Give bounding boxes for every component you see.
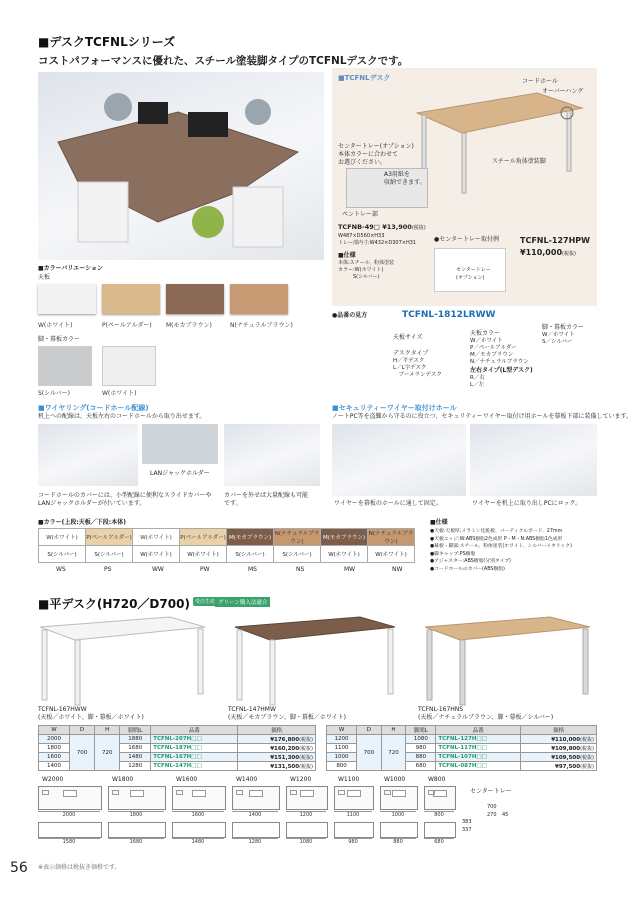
wiring-desc: 机上への配線は、天板左右のコードホールから取り出せます。 <box>38 413 206 420</box>
color-cell-bottom: W(ホワイト) <box>368 546 415 563</box>
plan-front-box <box>334 822 374 838</box>
price-leg: 1080 <box>406 735 436 744</box>
price-code: TCFNL-207H□□ <box>151 735 238 744</box>
leg-swatch-label: W(ホワイト) <box>102 390 137 397</box>
spec-line: ●幕板・脚部:スチール、粉体塗装(ホワイト、シルバーメタリック) <box>430 544 572 549</box>
plan-tray <box>63 790 77 797</box>
security-photo-2 <box>470 424 597 496</box>
plan-bottom-dim: 1480 <box>172 838 224 845</box>
plan-hole <box>42 790 49 795</box>
price-w: 1600 <box>39 753 70 762</box>
plan-top-dim: 1200 <box>286 811 326 818</box>
price-amount: ¥110,000 <box>551 736 581 743</box>
price-amount: ¥176,800 <box>270 736 300 743</box>
color-code: PS <box>104 566 112 573</box>
price-d: 700 <box>357 735 382 771</box>
color-code: NS <box>296 566 305 573</box>
desk2-desc: (天板／モカブラウン、脚・幕板／ホワイト) <box>228 714 347 721</box>
plan-bottom-dim: 1580 <box>38 838 100 845</box>
plan-bottom-dim: 1080 <box>286 838 326 845</box>
with-tray-label: ●センタートレー取付例 <box>434 236 499 243</box>
page-number: 56 <box>10 860 28 876</box>
plan-tray <box>433 790 447 797</box>
tray-label: センタートレー (オプション) <box>456 267 491 281</box>
color-code: MW <box>344 566 356 573</box>
plan-center-tray: センタートレー <box>470 788 512 795</box>
price-table-left-wrap <box>38 725 316 771</box>
option-code: TCFNB-49 <box>338 223 374 231</box>
price-amount: ¥97,500 <box>555 763 581 770</box>
wiring-photo-1 <box>38 424 138 486</box>
a3-label: A3用紙を 収納できます。 <box>384 171 426 186</box>
price-value <box>521 744 597 753</box>
plan-front-box <box>424 822 456 838</box>
price-header: D <box>357 726 382 735</box>
code-guide-desktype-vals: H／平デスク L／L字デスク ブーメランデスク <box>393 358 442 378</box>
desk3-desc: (天板／ナチュラルブラウン、脚・幕板／シルバー) <box>418 714 554 721</box>
spec-title: ■仕様 <box>430 519 448 526</box>
color-cell-top: W(ホワイト) <box>133 529 180 546</box>
price-tax: (税抜) <box>580 754 594 761</box>
price-leg: 680 <box>406 762 436 771</box>
flat-desk-title: ■平デスク(H720／D700) <box>38 597 190 611</box>
cord-hole-label: コードホール <box>522 78 558 85</box>
leg-swatch-label: S(シルバー) <box>38 390 70 397</box>
price-header: H <box>95 726 120 735</box>
price-header: H <box>381 726 406 735</box>
plan-front-box <box>380 822 418 838</box>
price-amount: ¥109,500 <box>551 754 581 761</box>
spec-line: ●アジャスター:ABS樹脂(分別タイプ) <box>430 559 511 564</box>
price-row <box>39 735 316 744</box>
desk-illustration <box>407 83 587 203</box>
plan-label: W1100 <box>338 776 360 783</box>
tcfnl-box-title: ■TCFNLデスク <box>338 74 391 82</box>
price-w: 1400 <box>39 762 70 771</box>
pen-tray-label: ペントレー部 <box>342 211 379 218</box>
plan-front-box <box>38 822 102 838</box>
desk1-code: TCFNL-167HWW <box>38 706 87 713</box>
price-leg: 980 <box>406 744 436 753</box>
plan-tray <box>192 790 206 797</box>
price-leg: 1880 <box>120 735 151 744</box>
price-w: 1000 <box>327 753 357 762</box>
color-code: MS <box>248 566 257 573</box>
price-amount: ¥131,500 <box>270 763 300 770</box>
security-photo-1 <box>332 424 466 496</box>
desk-mocha <box>235 617 395 705</box>
price-header: 品番 <box>436 726 521 735</box>
security-title: ■セキュリティーワイヤー取付けホール <box>332 404 457 412</box>
center-tray-label: センタートレー(オプション) <box>338 143 414 150</box>
price-table-right <box>326 725 597 771</box>
desk1-desc: (天板／ホワイト、脚・幕板／ホワイト) <box>38 714 144 721</box>
model-price: ¥110,000 <box>520 248 563 257</box>
price-table-left <box>38 725 316 771</box>
plan-side-337: 337 <box>462 827 472 833</box>
price-tax: (税抜) <box>580 745 594 752</box>
plan-top-dim: 2000 <box>38 811 100 818</box>
price-value <box>238 753 316 762</box>
price-amount: ¥109,800 <box>551 745 581 752</box>
color-code: PW <box>200 566 210 573</box>
price-amount: ¥151,300 <box>270 754 300 761</box>
code-guide-lr: 左右タイプ(L型デスク) <box>470 367 533 374</box>
colorvar-title: ■カラーバリエーション <box>38 265 104 272</box>
colorvar-leg-heading: 脚・幕板カラー <box>38 336 81 343</box>
plan-top-dim: 1600 <box>172 811 224 818</box>
top-swatch-label: M(モカブラウン) <box>166 322 212 329</box>
leg-swatch <box>38 346 92 386</box>
hero-photo <box>38 72 324 260</box>
price-header: 脚間L <box>120 726 151 735</box>
top-swatch-label: P(ペールアルダー) <box>102 322 152 329</box>
top-swatch <box>166 284 224 314</box>
hero-illustration <box>38 72 324 260</box>
plan-front-box <box>232 822 280 838</box>
steel-leg-label: スチール角体塗装脚 <box>492 158 546 165</box>
color-code: WW <box>152 566 164 573</box>
price-header-row <box>327 726 597 735</box>
price-value <box>521 753 597 762</box>
plan-tray <box>392 790 406 797</box>
color-cell-top: M(モカブラウン) <box>321 529 368 546</box>
color-cell-bottom: S(シルバー) <box>227 546 274 563</box>
price-tax: (税抜) <box>299 736 313 743</box>
price-h: 720 <box>381 735 406 771</box>
center-tray-note: 本体カラーに合わせて お選びください。 <box>338 151 399 166</box>
code-guide-desktype: デスクタイプ <box>393 350 429 357</box>
plan-hole <box>338 790 345 795</box>
badge-green: グリーン購入法適合 <box>215 597 270 607</box>
plan-front-box <box>108 822 166 838</box>
model-price-line <box>520 248 576 257</box>
plan-top-dim: 1800 <box>108 811 164 818</box>
spec-body: 本体:スチール、粉体塗装 カラー:W(ホワイト) S(シルバー) <box>338 260 395 280</box>
top-swatch <box>230 284 288 314</box>
price-w: 800 <box>327 762 357 771</box>
desk-natural <box>425 617 590 705</box>
color-table-top-row <box>39 529 415 546</box>
color-cell-bottom: W(ホワイト) <box>133 546 180 563</box>
price-w: 2000 <box>39 735 70 744</box>
tcfnl-desk-box <box>332 68 597 306</box>
price-header: 価格 <box>521 726 597 735</box>
option-code-line: TCFNB-49□ ¥13,900(税抜) <box>338 223 426 231</box>
color-cell-bottom: S(シルバー) <box>86 546 133 563</box>
price-value <box>238 744 316 753</box>
badge-made-to-order: 受注生産 <box>195 599 216 605</box>
plan-hole <box>176 790 183 795</box>
plan-bottom-dim: 680 <box>424 838 454 845</box>
overhang-label: オーバーハング <box>542 88 584 95</box>
plan-hole <box>290 790 297 795</box>
code-guide-topsize: 天板サイズ <box>393 334 423 341</box>
desk-white <box>40 617 205 705</box>
color-table <box>38 528 415 563</box>
plan-top-dim: 1000 <box>380 811 416 818</box>
color-cell-top: P(ペールアルダー) <box>180 529 227 546</box>
plan-bottom-dim: 880 <box>380 838 416 845</box>
plan-label: W1400 <box>236 776 258 783</box>
spec-line: ●脚キャップ:PS樹脂 <box>430 551 476 557</box>
plan-top-dim: 1100 <box>334 811 372 818</box>
code-guide-topcolor: 天板カラー <box>470 330 501 337</box>
spec-heading: ■仕様 <box>338 252 356 259</box>
colorvar-top-heading: 天板 <box>38 274 51 281</box>
code-guide-legcolor-vals: W／ホワイト S／シルバー <box>542 332 575 345</box>
price-leg: 1680 <box>120 744 151 753</box>
color-cell-top: M(モカブラウン) <box>227 529 274 546</box>
price-table-right-wrap <box>326 725 597 771</box>
code-guide-title: ●品番の見方 <box>332 312 368 319</box>
wiring-photo-2 <box>142 424 218 464</box>
price-header: 脚間L <box>406 726 436 735</box>
color-cell-bottom: W(ホワイト) <box>180 546 227 563</box>
price-code: TCFNL-127H□□ <box>436 735 521 744</box>
plan-side-700: 700 <box>487 804 497 810</box>
color-code: NW <box>392 566 403 573</box>
plan-tray <box>347 790 361 797</box>
plan-front-box <box>286 822 328 838</box>
price-leg: 1280 <box>120 762 151 771</box>
color-cell-bottom: W(ホワイト) <box>321 546 368 563</box>
desk3-code: TCFNL-167HNS <box>418 706 464 713</box>
plan-hole <box>236 790 243 795</box>
plan-top-dim: 800 <box>424 811 454 818</box>
color-cell-top: N(ナチュラルブラウン) <box>274 529 321 546</box>
plan-label: W1800 <box>112 776 134 783</box>
top-swatch-label: W(ホワイト) <box>38 322 73 329</box>
price-tax: (税抜) <box>299 763 313 770</box>
code-guide-topcolor-vals: W／ホワイト P／ペールアルダー M／モカブラウン N／ナチュラルブラウン <box>470 338 529 365</box>
color-table-bottom-row <box>39 546 415 563</box>
price-code: TCFNL-087H□□ <box>436 762 521 771</box>
price-w: 1800 <box>39 744 70 753</box>
wiring-photo-3 <box>224 424 320 486</box>
price-code: TCFNL-117H□□ <box>436 744 521 753</box>
top-swatch <box>38 284 96 314</box>
plan-tray <box>249 790 263 797</box>
security-desc: ノートPC等を盗難から守るのに役立つ、セキュリティーワイヤー取付け用ホールを幕板下部に装備しています。 <box>332 413 633 420</box>
price-tax: (税抜) <box>299 754 313 761</box>
price-tax: (税抜) <box>580 763 594 770</box>
color-table-title: ■カラー(上段:天板／下段:本体) <box>38 519 126 526</box>
plan-hole <box>428 790 435 795</box>
price-h: 720 <box>95 735 120 771</box>
price-header: 品番 <box>151 726 238 735</box>
price-code: TCFNL-107H□□ <box>436 753 521 762</box>
plan-bottom-dim: 1680 <box>108 838 164 845</box>
model-code: TCFNL-127HPW <box>520 236 590 245</box>
plan-label: W800 <box>428 776 446 783</box>
price-header: W <box>39 726 70 735</box>
price-row <box>327 735 597 744</box>
price-value <box>521 762 597 771</box>
price-w: 1200 <box>327 735 357 744</box>
price-header: 価格 <box>238 726 316 735</box>
plan-hole <box>112 790 119 795</box>
price-code: TCFNL-187H□□ <box>151 744 238 753</box>
model-tax: (税抜) <box>562 251 576 257</box>
option-price: ¥13,900 <box>382 223 412 231</box>
plan-label: W1000 <box>384 776 406 783</box>
price-tax: (税抜) <box>299 745 313 752</box>
price-w: 1100 <box>327 744 357 753</box>
color-cell-top: W(ホワイト) <box>39 529 86 546</box>
security-caption-2: ワイヤーを机上に取り出しPCにロック。 <box>472 500 582 507</box>
price-leg: 880 <box>406 753 436 762</box>
plan-label: W2000 <box>42 776 64 783</box>
code-guide-code: TCFNL-1812LRWW <box>402 310 496 320</box>
spec-line: ●コードホールのカバー(ABS樹脂) <box>430 566 505 572</box>
price-value <box>521 735 597 744</box>
price-d: 700 <box>69 735 94 771</box>
spec-line: ●天板エッジ:W:ABS樹脂2色成形 P・M・N:ABS樹脂1色成形 <box>430 536 563 542</box>
lan-holder-label: LANジャックホルダー <box>150 470 210 477</box>
plan-hole <box>384 790 391 795</box>
leg-swatch <box>102 346 156 386</box>
plan-side-270: 270 <box>487 812 497 818</box>
spec-line: ●天板:天板厚:メラミン化粧板、パーティクルボード、27mm <box>430 529 563 534</box>
color-cell-bottom: S(シルバー) <box>274 546 321 563</box>
color-cell-bottom: S(シルバー) <box>39 546 86 563</box>
code-guide-lr-vals: R／右 L／左 <box>470 375 485 388</box>
price-leg: 1480 <box>120 753 151 762</box>
plan-bottom-dim: 980 <box>334 838 372 845</box>
section-title: ■デスクTCFNLシリーズ <box>38 35 176 49</box>
price-header-row <box>39 726 316 735</box>
color-table-wrap <box>38 528 415 563</box>
wiring-note-1: コードホールのカバーには、小型配線に便利なスライドカバーや LANジャックホルダーが付いています。 <box>38 492 212 507</box>
price-header: D <box>69 726 94 735</box>
desk2-code: TCFNL-147HMW <box>228 706 276 713</box>
lead-text: コストパフォーマンスに優れた、スチール塗装脚タイプのTCFNLデスクです。 <box>38 55 409 67</box>
price-tax: (税抜) <box>580 736 594 743</box>
option-tax: (税抜) <box>411 225 426 231</box>
plan-label: W1200 <box>290 776 312 783</box>
wiring-note-2: カバーを外せば大量配線も可能 です。 <box>224 492 309 507</box>
top-swatch-label: N(ナチュラルブラウン) <box>230 322 293 329</box>
option-dims: W487×D560×H33 トレー部内寸:W432×D307×H31 <box>338 233 417 246</box>
price-code: TCFNL-167H□□ <box>151 753 238 762</box>
price-value <box>238 762 316 771</box>
code-guide-legcolor: 脚・幕板カラー <box>542 324 585 331</box>
color-cell-top: N(ナチュラルブラウン) <box>368 529 415 546</box>
color-cell-top: P(ペールアルダー) <box>86 529 133 546</box>
wiring-title: ■ワイヤリング(コードホール配線) <box>38 404 149 412</box>
plan-front-box <box>172 822 226 838</box>
price-amount: ¥160,200 <box>270 745 300 752</box>
security-caption-1: ワイヤーを幕板のホールに通して固定。 <box>334 500 442 507</box>
plan-side-383: 383 <box>462 819 472 825</box>
price-code: TCFNL-147H□□ <box>151 762 238 771</box>
plan-tray <box>300 790 314 797</box>
spec-lines <box>430 528 572 573</box>
price-header: W <box>327 726 357 735</box>
top-swatch <box>102 284 160 314</box>
plan-tray <box>130 790 144 797</box>
plan-side-45: 45 <box>502 812 509 818</box>
flat-desk-illustrations <box>30 612 600 707</box>
plan-bottom-dim: 1280 <box>232 838 278 845</box>
color-code: WS <box>56 566 66 573</box>
plan-label: W1600 <box>176 776 198 783</box>
footer-note: ※表示価格は税抜き価格です。 <box>38 864 121 871</box>
price-value <box>238 735 316 744</box>
plan-top-dim: 1400 <box>232 811 278 818</box>
